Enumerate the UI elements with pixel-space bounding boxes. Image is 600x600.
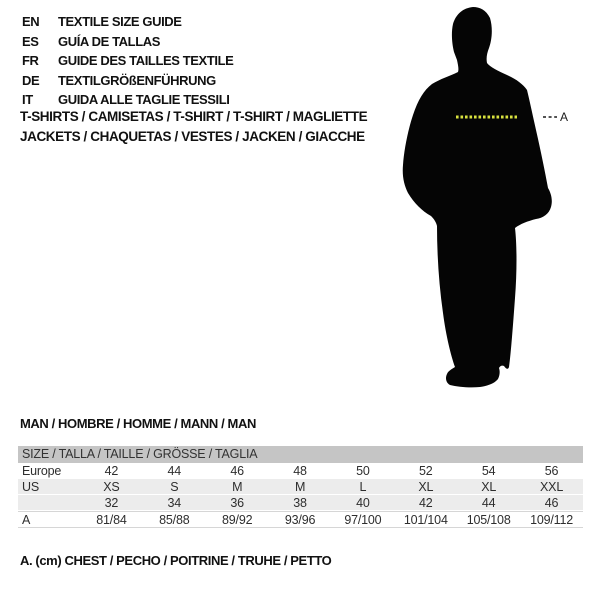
table-cell: XXL	[540, 480, 564, 494]
table-cell: 36	[230, 496, 244, 510]
lang-code: ES	[22, 33, 39, 49]
table-cell: 101/104	[403, 513, 448, 527]
lang-code: IT	[22, 92, 33, 107]
lang-label: GUIDE DES TAILLES TEXTILE	[58, 53, 234, 68]
table-cell: 48	[293, 464, 307, 478]
size-table-header: SIZE / TALLA / TAILLE / GRÖSSE / TAGLIA	[18, 446, 583, 463]
lang-label: GUÍA DE TALLAS	[58, 33, 161, 49]
table-cell: 81/84	[96, 513, 127, 527]
table-cell: 46	[230, 464, 244, 478]
table-cell: 44	[167, 464, 182, 478]
lang-code: DE	[22, 72, 40, 88]
table-cell: 93/96	[284, 513, 316, 527]
lang-code: FR	[22, 53, 39, 68]
table-cell: M	[232, 480, 243, 494]
table-cell: 32	[104, 496, 119, 510]
table-cell: 105/108	[466, 513, 511, 527]
man-silhouette	[403, 7, 552, 387]
row-label: US	[22, 480, 39, 494]
category-jackets: JACKETS / CHAQUETAS / VESTES / JACKEN / GIACCHE	[20, 129, 365, 144]
section-title-man: MAN / HOMBRE / HOMME / MANN / MAN	[20, 416, 256, 431]
table-cell: 52	[419, 464, 433, 478]
size-table	[18, 446, 583, 528]
lang-label: GUIDA ALLE TAGLIE TESSILI	[58, 92, 230, 107]
row-label: A	[22, 513, 31, 527]
table-cell: 85/88	[159, 513, 190, 527]
table-cell: 38	[293, 496, 307, 510]
table-cell: 44	[481, 496, 496, 510]
table-cell: 42	[104, 464, 119, 478]
table-row-alt-sizes	[18, 495, 583, 511]
row-label: Europe	[22, 464, 62, 478]
table-cell: 42	[419, 496, 433, 510]
lang-label: TEXTILGRÖßENFÜHRUNG	[58, 72, 216, 88]
table-row-us	[18, 479, 583, 495]
table-cell: 97/100	[344, 513, 382, 527]
measure-footnote: A. (cm) CHEST / PECHO / POITRINE / TRUHE / PETTO	[20, 553, 332, 568]
table-row-chest-measure	[18, 511, 583, 528]
table-cell: 54	[481, 464, 496, 478]
table-cell: M	[294, 480, 306, 494]
table-cell: 46	[544, 496, 559, 510]
row-label	[18, 495, 80, 511]
lang-label: TEXTILE SIZE GUIDE	[58, 14, 182, 29]
category-tshirts: T-SHIRTS / CAMISETAS / T-SHIRT / T-SHIRT / MAGLIETTE	[20, 109, 368, 124]
table-cell: XS	[103, 480, 120, 494]
table-cell: S	[170, 480, 179, 494]
table-row-europe	[18, 463, 583, 479]
measure-point-label: A	[560, 110, 569, 124]
lang-code: EN	[22, 14, 40, 29]
table-cell: L	[359, 480, 367, 494]
table-cell: XL	[418, 480, 434, 494]
table-cell: 40	[356, 496, 370, 510]
table-cell: 89/92	[222, 513, 253, 527]
table-cell: XL	[481, 480, 497, 494]
table-cell: 109/112	[530, 513, 573, 527]
table-cell: 50	[356, 464, 370, 478]
table-cell: 56	[544, 464, 559, 478]
table-cell: 34	[167, 496, 182, 510]
